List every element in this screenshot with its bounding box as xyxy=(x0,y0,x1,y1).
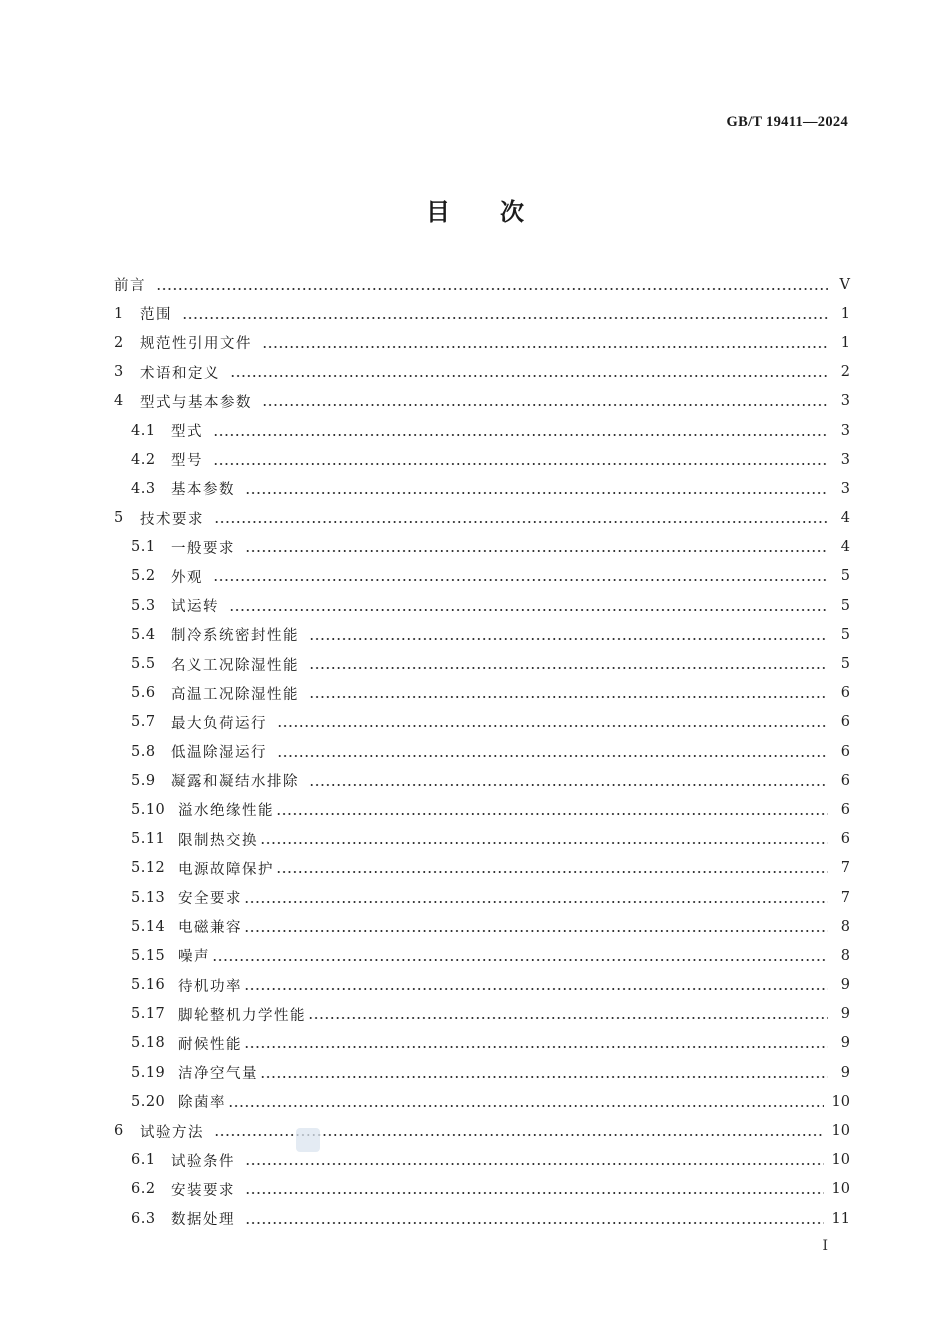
dot-leader xyxy=(309,774,828,788)
toc-entry[interactable] xyxy=(114,737,850,766)
dot-leader xyxy=(277,715,828,729)
toc-entry-number: 5.4 xyxy=(131,626,156,643)
dot-leader xyxy=(244,891,828,905)
toc-entry[interactable] xyxy=(114,620,850,649)
toc-entry-number: 4.2 xyxy=(131,451,156,468)
toc-entry[interactable] xyxy=(114,1204,850,1233)
toc-entry-label: 洁净空气量 xyxy=(178,1066,258,1083)
toc-entry[interactable] xyxy=(114,270,850,299)
dot-leader xyxy=(309,657,828,671)
toc-entry-page: 9 xyxy=(840,1035,850,1052)
toc-entry-label: 技术要求 xyxy=(140,511,204,528)
dot-leader xyxy=(276,861,828,875)
dot-leader xyxy=(277,745,828,759)
toc-entry-label: 术语和定义 xyxy=(140,365,220,382)
dot-leader xyxy=(308,1007,828,1021)
toc-entry-label: 规范性引用文件 xyxy=(140,336,252,353)
toc-entry-number: 2 xyxy=(114,334,124,351)
toc-entry-label: 低温除湿运行 xyxy=(171,745,267,762)
dot-leader xyxy=(245,482,828,496)
toc-entry-page: 6 xyxy=(840,714,850,731)
toc-entry-label: 名义工况除湿性能 xyxy=(171,657,299,674)
dot-leader xyxy=(245,540,828,554)
toc-entry-page: 4 xyxy=(840,510,850,527)
toc-entry-page: 10 xyxy=(831,1181,850,1198)
toc-entry-page: 10 xyxy=(831,1093,850,1110)
toc-title-char-1: 目 xyxy=(426,198,450,226)
dot-leader xyxy=(244,978,828,992)
toc-entry-number: 5.1 xyxy=(131,539,156,556)
toc-entry-label: 耐候性能 xyxy=(178,1036,242,1053)
toc-entry-number: 5.3 xyxy=(131,597,156,614)
toc-entry-page: 6 xyxy=(840,743,850,760)
dot-leader xyxy=(230,365,828,379)
toc-entry-page: 8 xyxy=(840,947,850,964)
toc-entry[interactable] xyxy=(114,474,850,503)
toc-entry-number: 4 xyxy=(114,393,124,410)
dot-leader xyxy=(260,832,828,846)
toc-entry[interactable] xyxy=(114,1116,850,1145)
toc-entry[interactable] xyxy=(114,416,850,445)
toc-entry-label: 型式 xyxy=(171,424,203,441)
toc-entry-number: 5.19 xyxy=(131,1064,166,1081)
toc-entry-label: 试验方法 xyxy=(140,1124,204,1141)
toc-entry[interactable] xyxy=(114,358,850,387)
dot-leader xyxy=(309,628,828,642)
toc-entry[interactable] xyxy=(114,328,850,357)
toc-entry-label: 型号 xyxy=(171,453,203,470)
toc-entry[interactable] xyxy=(114,766,850,795)
toc-entry-number: 5.15 xyxy=(131,947,166,964)
toc-entry[interactable] xyxy=(114,1000,850,1029)
dot-leader xyxy=(245,1182,824,1196)
toc-entry[interactable] xyxy=(114,883,850,912)
toc-entry-page: 6 xyxy=(840,831,850,848)
toc-entry-number: 5.2 xyxy=(131,568,156,585)
toc-entry-number: 6.2 xyxy=(131,1181,156,1198)
toc-entry-page: 3 xyxy=(840,480,850,497)
toc-entry-page: 4 xyxy=(840,539,850,556)
toc-entry-number: 4.3 xyxy=(131,480,156,497)
toc-entry[interactable] xyxy=(114,912,850,941)
toc-entry[interactable] xyxy=(114,971,850,1000)
table-of-contents xyxy=(114,270,850,1233)
toc-entry-number: 6.3 xyxy=(131,1210,156,1227)
dot-leader xyxy=(228,1095,824,1109)
toc-entry[interactable] xyxy=(114,795,850,824)
toc-entry-label: 范围 xyxy=(140,307,172,324)
dot-leader xyxy=(244,920,828,934)
toc-entry-page: 5 xyxy=(840,568,850,585)
dot-leader xyxy=(212,949,828,963)
watermark-logo xyxy=(296,1128,320,1152)
toc-entry-number: 5.10 xyxy=(131,801,166,818)
dot-leader xyxy=(262,336,828,350)
toc-entry[interactable] xyxy=(114,445,850,474)
toc-entry-label: 试验条件 xyxy=(171,1153,235,1170)
dot-leader xyxy=(276,803,828,817)
toc-entry-label: 电源故障保护 xyxy=(178,861,274,878)
toc-entry[interactable] xyxy=(114,504,850,533)
toc-entry-page: 11 xyxy=(831,1210,850,1227)
toc-entry-label: 基本参数 xyxy=(171,482,235,499)
toc-entry-number: 5 xyxy=(114,510,124,527)
toc-entry-number: 5.13 xyxy=(131,889,166,906)
toc-entry-number: 5.18 xyxy=(131,1035,166,1052)
toc-entry[interactable] xyxy=(114,1146,850,1175)
toc-entry-label: 安全要求 xyxy=(178,891,242,908)
toc-entry-number: 5.17 xyxy=(131,1006,166,1023)
toc-entry-page: 9 xyxy=(840,1064,850,1081)
toc-entry-label: 除菌率 xyxy=(178,1095,226,1112)
dot-leader xyxy=(156,278,828,292)
toc-entry-page: 3 xyxy=(840,393,850,410)
dot-leader xyxy=(213,424,828,438)
standard-code: GB/T 19411—2024 xyxy=(726,114,848,130)
dot-leader xyxy=(214,511,828,525)
toc-entry-label: 型式与基本参数 xyxy=(140,394,252,411)
toc-entry-page: 5 xyxy=(840,656,850,673)
toc-entry[interactable] xyxy=(114,1058,850,1087)
toc-entry-number: 5.11 xyxy=(131,831,166,848)
dot-leader xyxy=(182,307,828,321)
toc-entry[interactable] xyxy=(114,1029,850,1058)
toc-entry-page: 6 xyxy=(840,685,850,702)
page-number: I xyxy=(822,1238,828,1254)
toc-entry[interactable] xyxy=(114,533,850,562)
toc-entry[interactable] xyxy=(114,591,850,620)
toc-entry-page: 9 xyxy=(840,1006,850,1023)
toc-entry-page: 5 xyxy=(840,626,850,643)
toc-entry-page: 10 xyxy=(831,1152,850,1169)
toc-entry-page: 7 xyxy=(840,860,850,877)
toc-entry-page: 1 xyxy=(840,305,850,322)
toc-entry-page: 9 xyxy=(840,977,850,994)
toc-entry-page: 5 xyxy=(840,597,850,614)
toc-entry-number: 5.9 xyxy=(131,772,156,789)
toc-entry-label: 溢水绝缘性能 xyxy=(178,803,274,820)
dot-leader xyxy=(260,1066,828,1080)
toc-entry[interactable] xyxy=(114,679,850,708)
toc-entry-label: 一般要求 xyxy=(171,540,235,557)
toc-entry[interactable] xyxy=(114,1175,850,1204)
toc-entry[interactable] xyxy=(114,649,850,678)
toc-entry[interactable] xyxy=(114,1087,850,1116)
toc-entry-label: 数据处理 xyxy=(171,1212,235,1229)
toc-title-char-2: 次 xyxy=(500,198,524,226)
toc-entry[interactable] xyxy=(114,825,850,854)
toc-entry-number: 6 xyxy=(114,1123,124,1140)
toc-entry-label: 试运转 xyxy=(171,599,219,616)
dot-leader xyxy=(213,453,828,467)
toc-entry-number: 5.5 xyxy=(131,656,156,673)
toc-entry-number: 5.8 xyxy=(131,743,156,760)
toc-entry-page: 3 xyxy=(840,451,850,468)
dot-leader xyxy=(213,569,828,583)
toc-entry-number: 3 xyxy=(114,364,124,381)
toc-entry[interactable] xyxy=(114,854,850,883)
toc-entry-page: 1 xyxy=(840,334,850,351)
toc-entry-label: 最大负荷运行 xyxy=(171,715,267,732)
dot-leader xyxy=(309,686,828,700)
toc-entry[interactable] xyxy=(114,387,850,416)
toc-entry-number: 5.16 xyxy=(131,977,166,994)
toc-entry-label: 待机功率 xyxy=(178,978,242,995)
toc-entry-number: 6.1 xyxy=(131,1152,156,1169)
toc-entry-label: 高温工况除湿性能 xyxy=(171,686,299,703)
toc-entry-label: 凝露和凝结水排除 xyxy=(171,774,299,791)
toc-entry-label: 电磁兼容 xyxy=(178,920,242,937)
toc-title xyxy=(0,192,950,227)
toc-entry-page: 10 xyxy=(831,1123,850,1140)
toc-entry-label: 外观 xyxy=(171,569,203,586)
dot-leader xyxy=(245,1212,824,1226)
toc-entry-page: 6 xyxy=(840,772,850,789)
dot-leader xyxy=(262,394,828,408)
toc-entry-page: V xyxy=(839,276,850,293)
dot-leader xyxy=(245,1153,824,1167)
toc-entry-number: 5.7 xyxy=(131,714,156,731)
toc-entry-number: 4.1 xyxy=(131,422,156,439)
toc-entry-number: 5.12 xyxy=(131,860,166,877)
toc-entry-number: 1 xyxy=(114,305,124,322)
toc-entry-label: 限制热交换 xyxy=(178,832,258,849)
toc-entry-page: 7 xyxy=(840,889,850,906)
toc-entry[interactable] xyxy=(114,562,850,591)
toc-entry-label: 制冷系统密封性能 xyxy=(171,628,299,645)
toc-entry-number: 5.20 xyxy=(131,1093,166,1110)
toc-entry-page: 6 xyxy=(840,801,850,818)
dot-leader xyxy=(229,599,828,613)
dot-leader xyxy=(244,1036,828,1050)
toc-entry[interactable] xyxy=(114,299,850,328)
toc-entry[interactable] xyxy=(114,708,850,737)
toc-entry-page: 3 xyxy=(840,422,850,439)
toc-entry-number: 5.6 xyxy=(131,685,156,702)
toc-entry-page: 2 xyxy=(840,364,850,381)
toc-entry-label: 噪声 xyxy=(178,949,210,966)
toc-entry[interactable] xyxy=(114,941,850,970)
toc-entry-label: 脚轮整机力学性能 xyxy=(178,1007,306,1024)
toc-entry-label: 安装要求 xyxy=(171,1182,235,1199)
toc-entry-page: 8 xyxy=(840,918,850,935)
toc-entry-label: 前言 xyxy=(114,278,146,295)
toc-entry-number: 5.14 xyxy=(131,918,166,935)
